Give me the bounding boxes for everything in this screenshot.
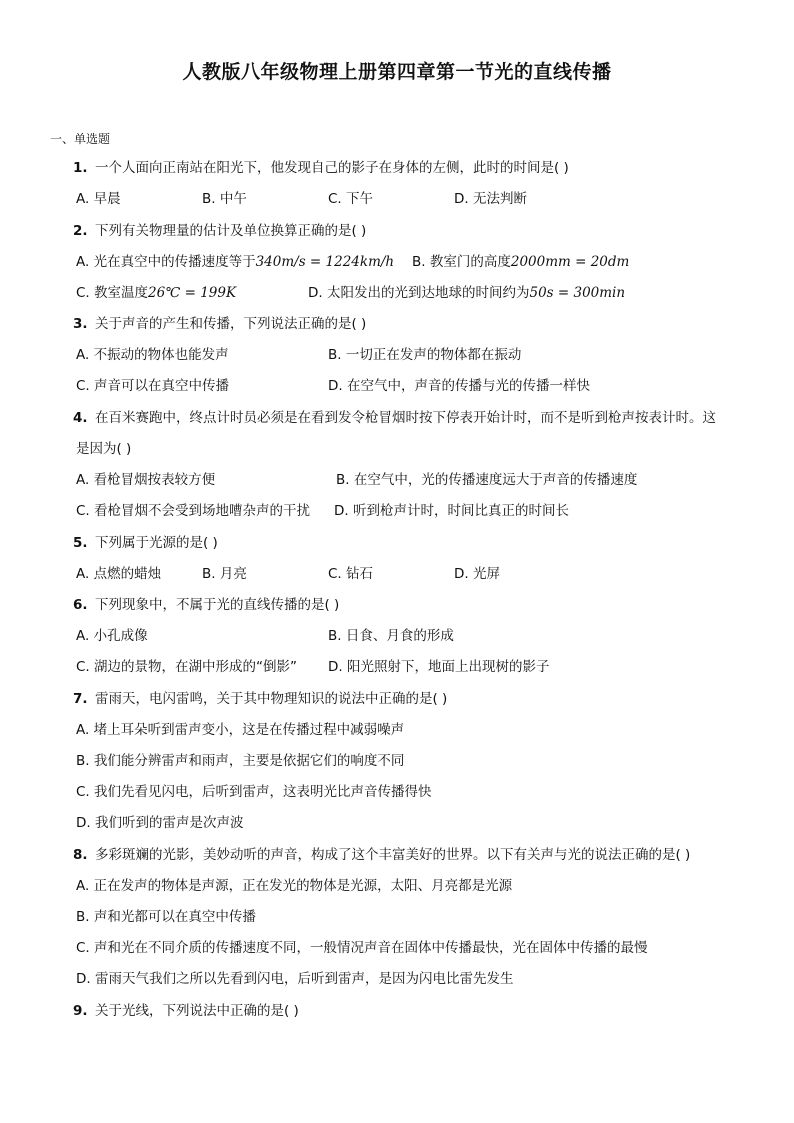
option-formula: 26℃ = 199K	[148, 285, 237, 301]
option-formula: 340m/s = 1224km/h	[255, 254, 395, 270]
q5-option-d: D. 光屏	[454, 566, 500, 582]
q3-option-c: C. 声音可以在真空中传播	[76, 378, 230, 394]
q3-option-d: D. 在空气中，声音的传播与光的传播一样快	[328, 378, 590, 394]
question-text: 下列现象中，不属于光的直线传播的是( )	[95, 597, 340, 613]
q5-option-c: C. 钻石	[328, 566, 374, 582]
section-title: 一、单选题	[50, 132, 111, 146]
q2-option-a	[76, 253, 394, 271]
question-text: 下列有关物理量的估计及单位换算正确的是( )	[95, 223, 367, 239]
question-number: 4.	[73, 410, 88, 426]
question-text: 雷雨天，电闪雷鸣，关于其中物理知识的说法中正确的是( )	[95, 691, 448, 707]
q1-option-d: D. 无法判断	[454, 191, 527, 207]
q5-option-b: B. 月亮	[202, 566, 247, 582]
q7-option-b: B. 我们能分辨雷声和雨声，主要是依据它们的响度不同	[76, 753, 405, 769]
question-number: 2.	[73, 223, 88, 239]
q5-option-a: A. 点燃的蜡烛	[76, 566, 162, 582]
question-number: 8.	[73, 847, 88, 863]
q6-option-a: A. 小孔成像	[76, 628, 148, 644]
q6-option-d: D. 阳光照射下，地面上出现树的影子	[328, 659, 550, 675]
q2-option-d	[308, 284, 625, 302]
question-4	[73, 409, 716, 427]
question-number: 3.	[73, 316, 88, 332]
q2-option-b	[412, 253, 629, 271]
question-number: 6.	[73, 597, 88, 613]
question-6	[73, 596, 339, 614]
question-2	[73, 222, 366, 240]
question-text: 下列属于光源的是( )	[95, 535, 218, 551]
q7-option-a: A. 堵上耳朵听到雷声变小，这是在传播过程中减弱噪声	[76, 722, 405, 738]
question-1	[73, 159, 569, 177]
question-text: 关于声音的产生和传播，下列说法正确的是( )	[95, 316, 367, 332]
option-formula: 50s = 300min	[529, 285, 626, 301]
question-text: 一个人面向正南站在阳光下，他发现自己的影子在身体的左侧，此时的时间是( )	[95, 160, 569, 176]
question-text: 多彩斑斓的光影，美妙动听的声音，构成了这个丰富美好的世界。以下有关声与光的说法正确的是( )	[95, 847, 691, 863]
question-4-continuation: 是因为( )	[76, 441, 132, 457]
q8-option-a: A. 正在发声的物体是声源，正在发光的物体是光源，太阳、月亮都是光源	[76, 878, 513, 894]
option-text: C. 教室温度	[76, 285, 149, 301]
option-formula: 2000mm = 20dm	[510, 254, 630, 270]
q8-option-b: B. 声和光都可以在真空中传播	[76, 909, 256, 925]
q4-option-b: B. 在空气中，光的传播速度远大于声音的传播速度	[336, 472, 638, 488]
option-text: D. 太阳发出的光到达地球的时间约为	[308, 285, 530, 301]
q6-option-c: C. 湖边的景物，在湖中形成的“倒影”	[76, 659, 297, 675]
q1-option-c: C. 下午	[328, 191, 374, 207]
q4-option-a: A. 看枪冒烟按表较方便	[76, 472, 216, 488]
q3-option-b: B. 一切正在发声的物体都在振动	[328, 347, 522, 363]
question-number: 7.	[73, 691, 88, 707]
question-number: 9.	[73, 1003, 88, 1019]
question-number: 5.	[73, 535, 88, 551]
q6-option-b: B. 日食、月食的形成	[328, 628, 454, 644]
q8-option-c: C. 声和光在不同介质的传播速度不同，一般情况声音在固体中传播最快，光在固体中传播的最慢	[76, 940, 648, 956]
q8-option-d: D. 雷雨天气我们之所以先看到闪电，后听到雷声，是因为闪电比雷先发生	[76, 971, 514, 987]
question-text: 关于光线，下列说法中正确的是( )	[95, 1003, 299, 1019]
q7-option-d: D. 我们听到的雷声是次声波	[76, 815, 244, 831]
question-5	[73, 534, 218, 552]
q7-option-c: C. 我们先看见闪电，后听到雷声，这表明光比声音传播得快	[76, 784, 432, 800]
q3-option-a: A. 不振动的物体也能发声	[76, 347, 229, 363]
question-9	[73, 1002, 299, 1020]
q4-option-d: D. 听到枪声计时，时间比真正的时间长	[334, 503, 569, 519]
question-8	[73, 846, 690, 864]
option-text: A. 光在真空中的传播速度等于	[76, 254, 256, 270]
option-text: B. 教室门的高度	[412, 254, 511, 270]
page-title: 人教版八年级物理上册第四章第一节光的直线传播	[182, 61, 612, 83]
q4-option-c: C. 看枪冒烟不会受到场地嘈杂声的干扰	[76, 503, 311, 519]
question-text: 在百米赛跑中，终点计时员必须是在看到发令枪冒烟时按下停表开始计时，而不是听到枪声按表计时。这	[95, 410, 716, 426]
question-7	[73, 690, 447, 708]
question-3	[73, 315, 366, 333]
q1-option-b: B. 中午	[202, 191, 247, 207]
q1-option-a: A. 早晨	[76, 191, 121, 207]
question-number: 1.	[73, 160, 88, 176]
q2-option-c	[76, 284, 236, 302]
